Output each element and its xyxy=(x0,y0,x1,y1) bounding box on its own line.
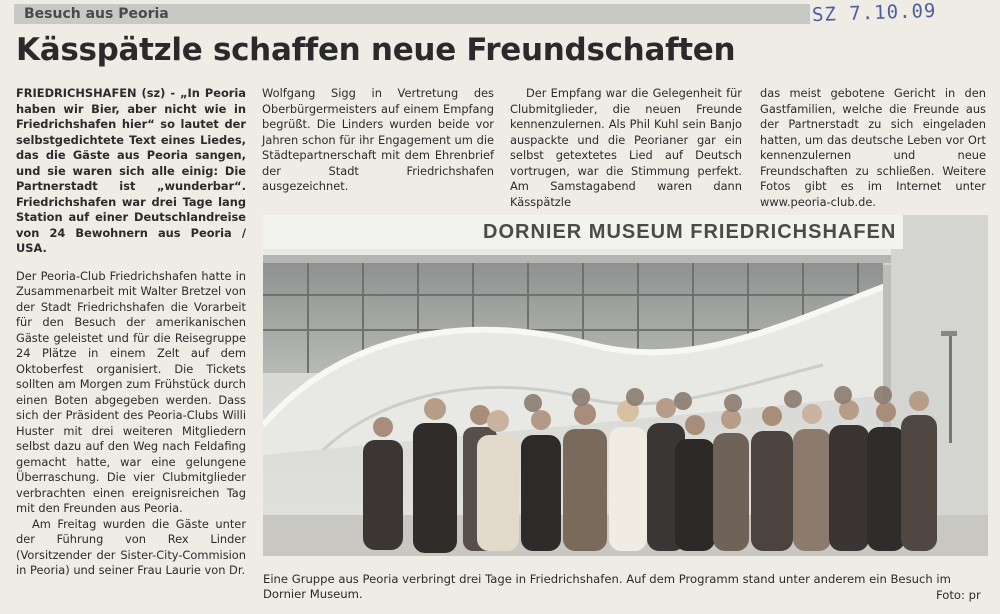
headline: Kässpätzle schaffen neue Freundschaften xyxy=(16,32,736,68)
body-paragraph-1: Der Peoria-Club Friedrichshafen hatte in Zusammenarbeit mit Walter Bretzel von der Stadt Friedrichshafen die Vorarbeit für den Besuch der amerikanischen Gäste geleistet und für die Reisegruppe 24 Plätze in einem Zelt auf dem Oktoberfest organisiert. Die Tickets sollten am Morgen zum Frühstück durch einen Boten abgegeben werden. Dass sich der Präsident des Peoria-Clubs Willi Huster mit drei weiteren Mitgliedern selbst dazu auf den Weg nach Feldafing gemacht hatte, war eine gelungene Überraschung. Die vier Clubmitglieder verbrachten einen ereignisreichen Tag mit den Freunden aus Peoria. xyxy=(16,268,246,515)
body-paragraph-5: das meist gebotene Gericht in den Gastfamilien, welche die Freunde aus der Partnerstadt zu sich eingeladen hatten, um das deutsche Leben vor Ort kennenzulernen und neue Freundschaften zu schließen. Weitere Fotos gibt es im Internet unter www.peoria-club.de. xyxy=(760,86,986,209)
group-photo xyxy=(263,215,988,556)
handwritten-date-note: SZ 7.10.09 xyxy=(811,0,937,27)
column-4 xyxy=(760,86,986,210)
lead-paragraph: FRIEDRICHSHAFEN (sz) - „In Peoria haben wir Bier, aber nicht wie in Friedrichshafen hier“ so lautet der selbstgedichtete Text eines Liedes, das die Gäste aus Peoria sangen, und sie waren sich alle einig: Die Partnerstadt ist „wunderbar“. Friedrichshafen war drei Tage lang Station auf einer Deutschlandreise von 24 Bewohnern aus Peoria / USA. xyxy=(16,86,246,255)
column-1 xyxy=(16,86,246,579)
column-2 xyxy=(262,86,494,195)
body-paragraph-2: Am Freitag wurden die Gäste unter der Führung von Rex Linder (Vorsitzender der Sister-City-Commision in Peoria) und seiner Frau Laurie von Dr. xyxy=(16,516,246,577)
section-label: Besuch aus Peoria xyxy=(24,6,169,22)
photo-credit: Foto: pr xyxy=(936,588,981,602)
column-3 xyxy=(510,86,742,210)
body-paragraph-3: Wolfgang Sigg in Vertretung des Oberbürgermeisters auf einem Empfang begrüßt. Die Linders wurden beide vor Jahren schon für ihr Engagement um die Städtepartnerschaft mit dem Ehrenbrief der Stadt Friedrichshafen ausgezeichnet. xyxy=(262,86,494,193)
photo-caption: Eine Gruppe aus Peoria verbringt drei Tage in Friedrichshafen. Auf dem Programm stand unter anderem ein Besuch im Dornier Museum. xyxy=(263,572,951,601)
museum-sign: DORNIER MUSEUM FRIEDRICHSHAFEN xyxy=(483,221,897,243)
body-paragraph-4: Der Empfang war die Gelegenheit für Clubmitglieder, die neuen Freunde kennenzulernen. Als Phil Kuhl sein Banjo auspackte und die Peorianer gar ein selbst getextetes Lied auf Deutsch vortrugen, war die Stimmung perfekt. Am Samstagabend waren dann Kässpätzle xyxy=(510,86,742,209)
